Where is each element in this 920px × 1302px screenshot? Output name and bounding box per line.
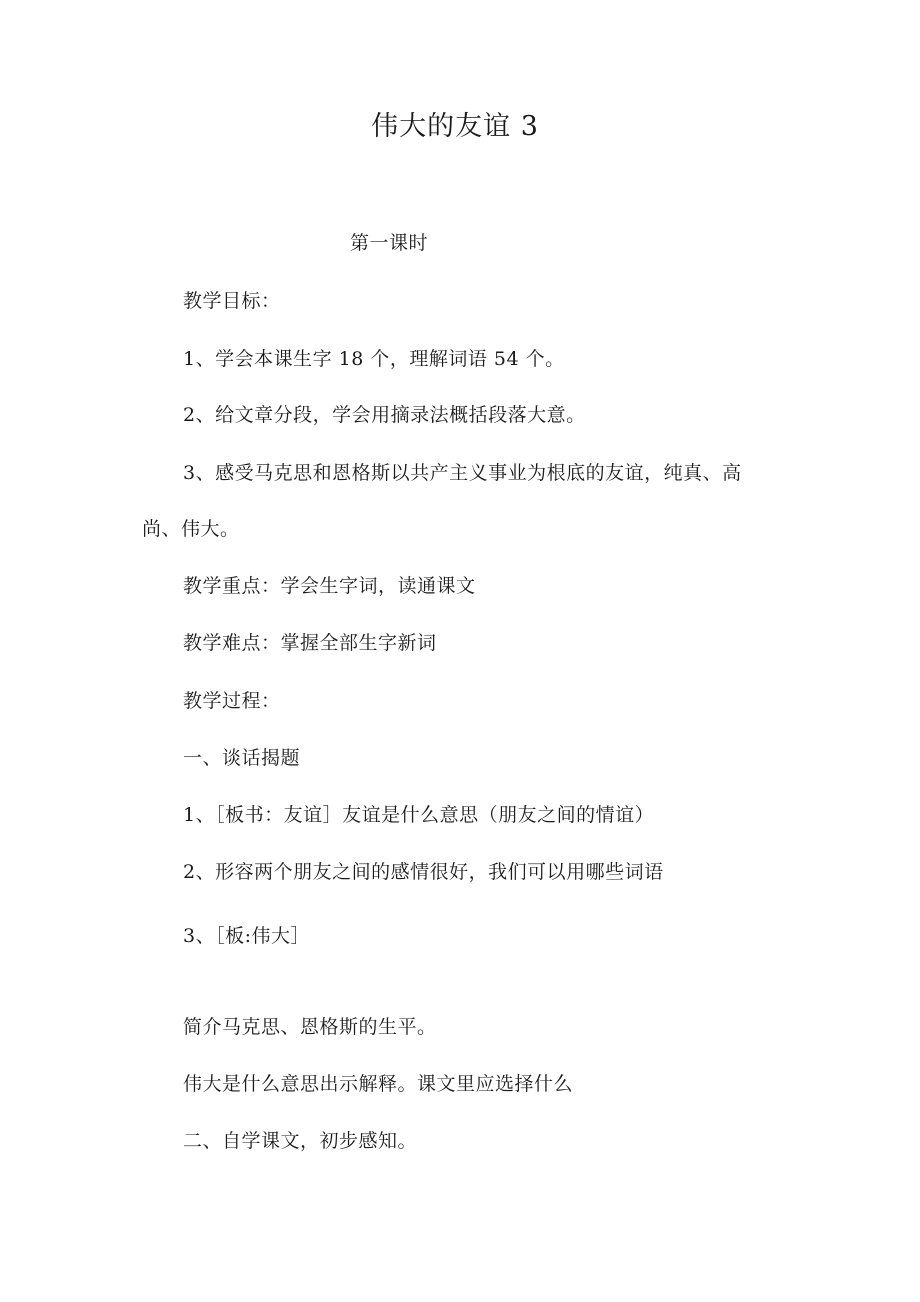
paragraph-key-points: 教学重点：学会生字词，读通课文 [183,575,476,597]
paragraph-objective-3-continued: 尚、伟大。 [142,518,240,540]
paragraph-objective-2: 2、给文章分段，学会用摘录法概括段落大意。 [183,404,586,426]
paragraph-objectives-heading: 教学目标： [183,290,281,312]
step-1: 1、［板书：友谊］友谊是什么意思（朋友之间的情谊） [183,804,655,826]
section-heading-2: 二、自学课文，初步感知。 [183,1130,418,1152]
paragraph-difficulties: 教学难点：掌握全部生字新词 [183,632,437,654]
section-heading-1: 一、谈话揭题 [183,747,301,769]
paragraph-objective-1: 1、学会本课生字 18 个，理解词语 54 个。 [183,348,565,370]
step-3: 3、［板:伟大］ [183,925,310,947]
paragraph-meaning: 伟大是什么意思出示解释。课文里应选择什么 [183,1073,574,1095]
step-2: 2、形容两个朋友之间的感情很好，我们可以用哪些词语 [183,861,664,883]
paragraph-process-heading: 教学过程： [183,690,281,712]
paragraph-objective-3: 3、感受马克思和恩格斯以共产主义事业为根底的友谊，纯真、高 [183,462,742,484]
paragraph-intro-bio: 简介马克思、恩格斯的生平。 [183,1016,437,1038]
document-title: 伟大的友谊 3 [371,111,539,142]
lesson-subtitle: 第一课时 [350,232,429,254]
